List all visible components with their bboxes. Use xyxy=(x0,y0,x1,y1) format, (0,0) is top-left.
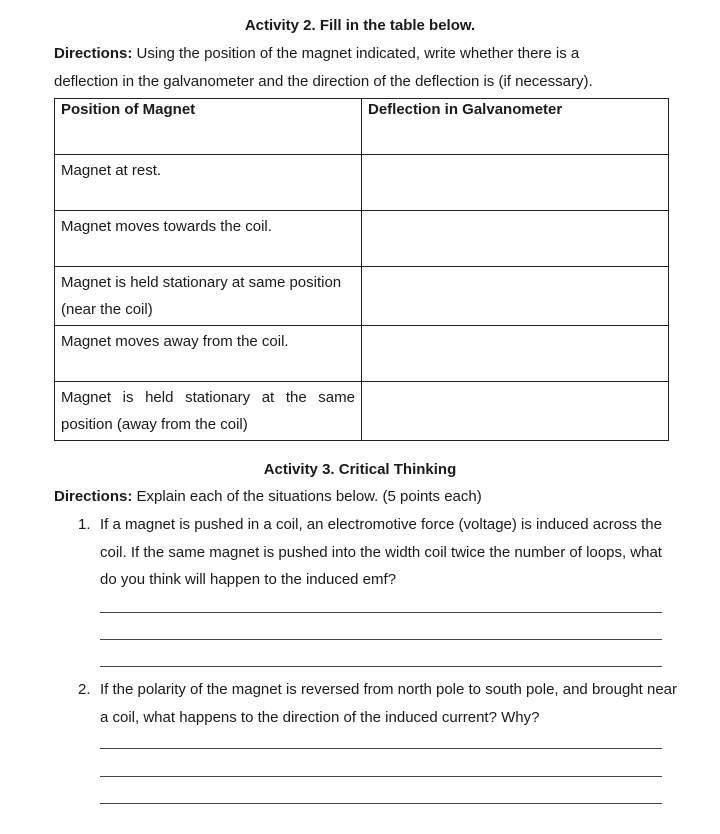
position-cell: Magnet is held stationary at same position (near the coil) xyxy=(55,267,362,326)
question-number: 1. xyxy=(78,516,91,533)
answer-line[interactable] xyxy=(100,803,662,804)
table-row xyxy=(55,211,669,267)
question-2 xyxy=(78,676,678,731)
question-text: If the polarity of the magnet is reversed from north pole to south pole, and brought near a coil, what happens to the direction of the induced current? Why? xyxy=(100,681,678,726)
answer-line[interactable] xyxy=(100,748,662,749)
directions-text: Using the position of the magnet indicated, write whether there is a xyxy=(132,45,580,62)
question-number: 2. xyxy=(78,681,91,698)
header-position-of-magnet: Position of Magnet xyxy=(55,99,362,155)
answer-line[interactable] xyxy=(100,639,662,640)
deflection-answer-cell[interactable] xyxy=(362,267,669,326)
question-1 xyxy=(78,511,678,594)
deflection-answer-cell[interactable] xyxy=(362,155,669,211)
activity-3-title: Activity 3. Critical Thinking xyxy=(263,461,457,478)
answer-line[interactable] xyxy=(100,776,662,777)
position-cell: Magnet moves towards the coil. xyxy=(55,211,362,267)
header-deflection-in-galvanometer: Deflection in Galvanometer xyxy=(362,99,669,155)
position-cell: Magnet moves away from the coil. xyxy=(55,326,362,382)
answer-line[interactable] xyxy=(100,666,662,667)
directions-text: Explain each of the situations below. (5 points each) xyxy=(132,488,482,505)
table-header-row xyxy=(55,99,669,155)
table-row xyxy=(55,267,669,326)
magnet-deflection-table xyxy=(54,98,669,441)
activity-2-directions-line-2: deflection in the galvanometer and the direction of the deflection is (if necessary). xyxy=(54,73,593,90)
activity-3-directions xyxy=(54,483,674,511)
activity-2-directions-line-1 xyxy=(54,40,674,68)
directions-label: Directions: xyxy=(54,488,133,505)
table-row xyxy=(55,326,669,382)
table-row xyxy=(55,155,669,211)
position-cell: Magnet is held stationary at the same position (away from the coil) xyxy=(55,382,362,441)
deflection-answer-cell[interactable] xyxy=(362,326,669,382)
table-row xyxy=(55,382,669,441)
answer-line[interactable] xyxy=(100,612,662,613)
question-text: If a magnet is pushed in a coil, an electromotive force (voltage) is induced across the coil. If the same magnet is pushed into the width coil twice the number of loops, what do you think will happen to the induced emf? xyxy=(100,516,662,588)
deflection-answer-cell[interactable] xyxy=(362,382,669,441)
activity-2-title: Activity 2. Fill in the table below. xyxy=(244,17,476,34)
directions-label: Directions: xyxy=(54,45,133,62)
position-cell: Magnet at rest. xyxy=(55,155,362,211)
deflection-answer-cell[interactable] xyxy=(362,211,669,267)
